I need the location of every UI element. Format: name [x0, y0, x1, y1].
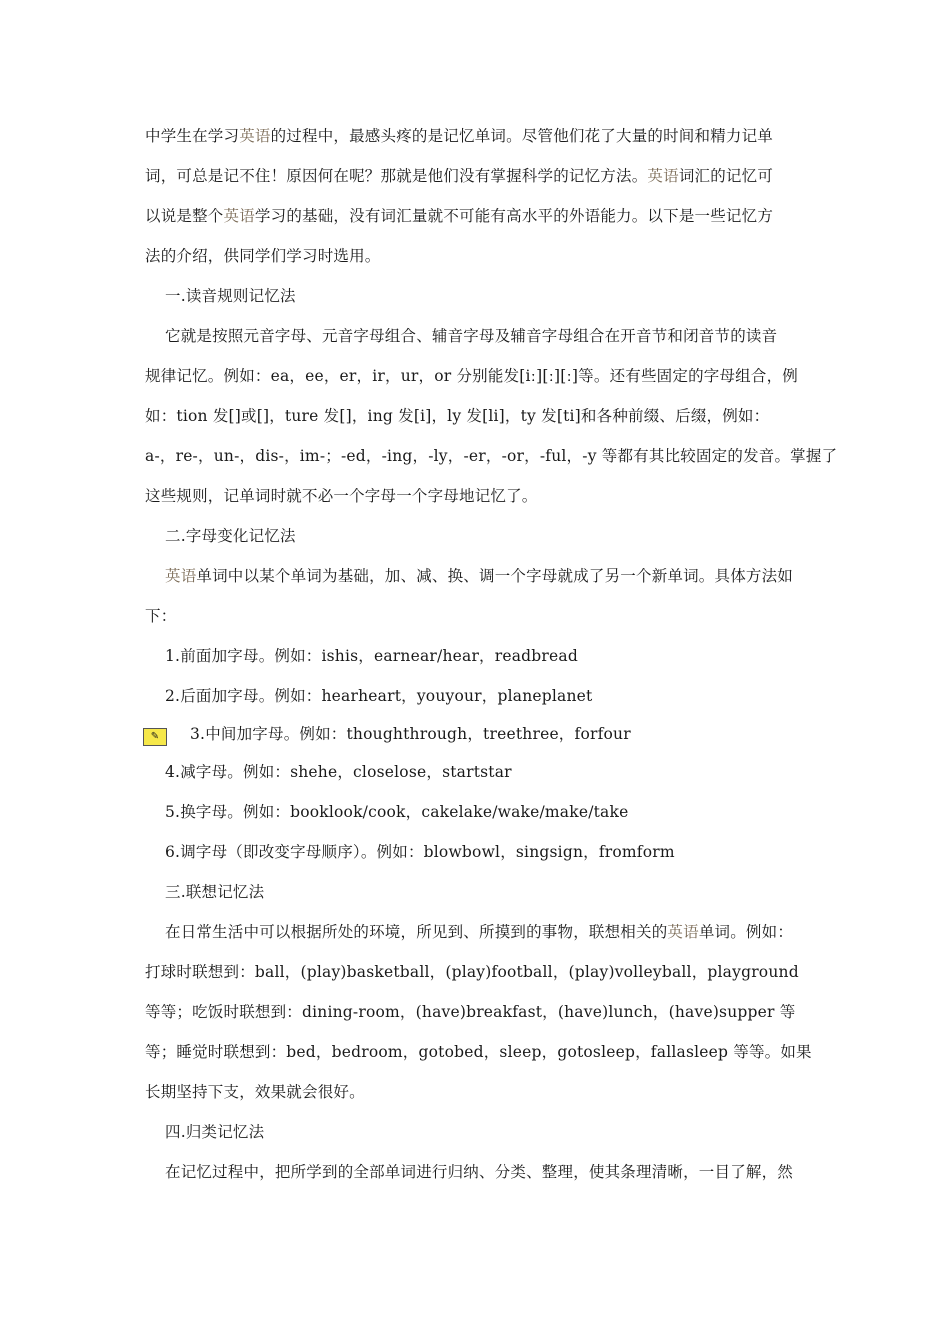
intro-line-3: 以说是整个英语学习的基础，没有词汇量就不可能有高水平的外语能力。以下是一些记忆方 [145, 207, 774, 225]
intro-line-1: 中学生在学习英语的过程中，最感头疼的是记忆单词。尽管他们花了大量的时间和精力记单 [145, 127, 774, 145]
highlight-word: 英语 [223, 207, 255, 225]
sec3-line-5: 长期坚持下支，效果就会很好。 [145, 1083, 365, 1101]
section-2-title: 二.字母变化记忆法 [165, 527, 296, 545]
highlight-word: 英语 [647, 167, 679, 185]
sec2-intro-1: 英语单词中以某个单词为基础，加、减、换、调一个字母就成了另一个新单词。具体方法如 [165, 567, 794, 585]
sec1-line-3: 如：tion 发[]或[]，ture 发[]，ing 发[i]，ly 发[li]，ty 发[ti]和各种前缀、后缀，例如： [145, 407, 770, 425]
highlight-word: 英语 [165, 567, 197, 585]
section-3-title: 三.联想记忆法 [165, 883, 265, 901]
sec1-line-4: a-，re-，un-，dis-，im-；-ed，-ing，-ly，-er，-or，-ful，-y 等都有其比较固定的发音。掌握了 [145, 447, 838, 465]
document-body [145, 116, 838, 1192]
sec4-line-1: 在记忆过程中，把所学到的全部单词进行归纳、分类、整理，使其条理清晰，一目了解，然 [165, 1163, 794, 1181]
sec2-item-3: ✎ 3.中间加字母。例如：thoughthrough，treethree，forfour [145, 716, 810, 752]
sec1-line-2: 规律记忆。例如：ea，ee，er，ir，ur，or 分别能发[iː][ː][ː]等。还有些固定的字母组合，例 [145, 367, 798, 385]
sec3-line-1: 在日常生活中可以根据所处的环境，所见到、所摸到的事物，联想相关的英语单词。例如： [165, 923, 794, 941]
sec2-item-6: 6.调字母（即改变字母顺序）。例如：blowbowl，singsign，fromform [165, 843, 675, 861]
sec2-item-2: 2.后面加字母。例如：hearheart，youyour，planeplanet [165, 687, 593, 705]
intro-line-4: 法的介绍，供同学们学习时选用。 [145, 247, 381, 265]
section-1-title: 一.读音规则记忆法 [165, 287, 296, 305]
highlight-word: 英语 [667, 923, 699, 941]
section-4-title: 四.归类记忆法 [165, 1123, 265, 1141]
sec1-line-1: 它就是按照元音字母、元音字母组合、辅音字母及辅音字母组合在开音节和闭音节的读音 [165, 327, 778, 345]
sec3-line-2: 打球时联想到：ball，(play)basketball，(play)football，(play)volleyball，playground [145, 963, 799, 981]
sec3-line-3: 等等；吃饭时联想到：dining-room，(have)breakfast，(have)lunch，(have)supper 等 [145, 1003, 796, 1021]
sec2-item-5: 5.换字母。例如：booklook/cook，cakelake/wake/make/take [165, 803, 629, 821]
sec1-line-5: 这些规则，记单词时就不必一个字母一个字母地记忆了。 [145, 487, 538, 505]
sec3-line-4: 等；睡觉时联想到：bed，bedroom，gotobed，sleep，gotosleep，fallasleep 等等。如果 [145, 1043, 812, 1061]
sec2-item-4: 4.减字母。例如：shehe，closelose，startstar [165, 763, 512, 781]
highlight-word: 英语 [239, 127, 271, 145]
edit-marker-icon[interactable]: ✎ [143, 728, 167, 746]
intro-line-2: 词，可总是记不住！原因何在呢？那就是他们没有掌握科学的记忆方法。英语词汇的记忆可 [145, 167, 774, 185]
sec2-item-1: 1.前面加字母。例如：ishis，earnear/hear，readbread [165, 647, 578, 665]
sec2-intro-2: 下： [145, 607, 177, 625]
